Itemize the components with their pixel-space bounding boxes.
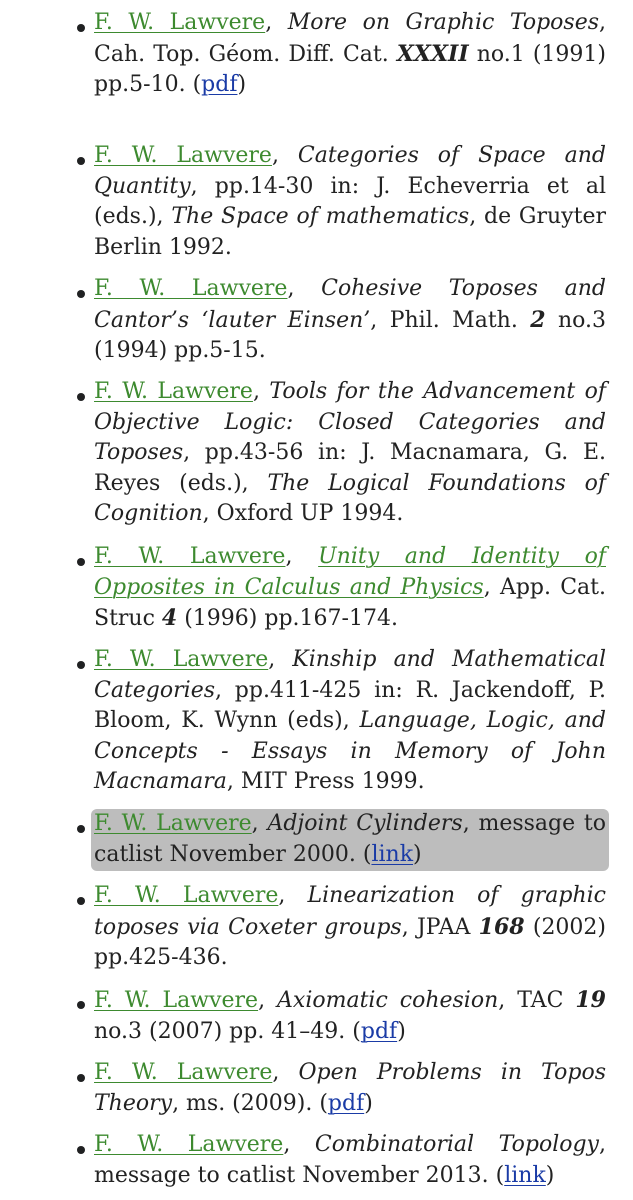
bullet bbox=[77, 825, 85, 833]
message-info: , message to catlist November 2013. ( bbox=[94, 1132, 606, 1188]
book-title: The Space of mathematics bbox=[171, 204, 470, 230]
bullet bbox=[77, 290, 85, 298]
separator: , bbox=[252, 379, 270, 404]
manuscript-info: , ms. (2009). ( bbox=[172, 1090, 328, 1116]
publisher-info: , MIT Press 1999. bbox=[226, 769, 425, 795]
issue-pages: (2002) pp.425-436. bbox=[94, 914, 607, 971]
author-link[interactable]: F. W. Lawvere bbox=[94, 811, 252, 836]
separator: , bbox=[265, 10, 288, 35]
journal-info: , App. Cat. Struc bbox=[94, 574, 606, 632]
bullet bbox=[77, 157, 85, 165]
reference-text bbox=[94, 1058, 606, 1119]
separator: , bbox=[268, 647, 293, 672]
author-link[interactable]: F. W. Lawvere bbox=[94, 647, 269, 672]
publisher-info: , de Gruyter Berlin 1992. bbox=[94, 204, 606, 260]
volume-number: XXXII bbox=[396, 40, 469, 67]
reference-text bbox=[94, 542, 606, 635]
author-link[interactable]: F. W. Lawvere bbox=[94, 988, 259, 1013]
reference-text bbox=[94, 377, 606, 530]
separator: , bbox=[258, 988, 278, 1013]
reference-title: Unity and Identity of Opposites in Calculus and Physics bbox=[94, 544, 606, 600]
message-info: , message to catlist November 2000. ( bbox=[94, 811, 606, 867]
issue-pages: no.1 (1991) pp.5-10. ( bbox=[94, 41, 606, 98]
author-link[interactable]: F. W. Lawvere bbox=[94, 10, 266, 35]
reference-text bbox=[94, 1130, 606, 1191]
separator: , bbox=[271, 143, 298, 168]
closing-paren: ) bbox=[545, 1162, 555, 1188]
reference-title: Cohesive Toposes and Cantor’s ‘lauter Einsen’ bbox=[94, 276, 606, 333]
bullet bbox=[77, 661, 85, 669]
author-link[interactable]: F. W. Lawvere bbox=[94, 1060, 273, 1085]
publication-info: , pp.411-425 in: R. Jackendoff, P. Bloom, K. Wynn (eds), bbox=[94, 677, 606, 734]
closing-paren: ) bbox=[364, 1090, 373, 1116]
volume-number: 168 bbox=[478, 913, 525, 940]
bullet bbox=[77, 558, 85, 566]
bullet bbox=[77, 1001, 85, 1009]
reference-title: More on Graphic Toposes bbox=[287, 10, 599, 35]
bullet bbox=[77, 393, 85, 401]
reference-text bbox=[94, 985, 606, 1047]
separator: , bbox=[283, 1132, 315, 1157]
reference-text bbox=[94, 881, 606, 974]
author-link[interactable]: F. W. Lawvere bbox=[94, 276, 288, 301]
closing-paren: ) bbox=[237, 72, 247, 98]
reference-text bbox=[94, 141, 606, 263]
message-link[interactable]: link bbox=[371, 841, 414, 867]
bullet bbox=[77, 1146, 85, 1154]
journal-info: , JPAA bbox=[401, 914, 479, 940]
author-link[interactable]: F. W. Lawvere bbox=[94, 544, 286, 569]
bullet bbox=[77, 24, 85, 32]
book-title: The Logical Foundations of Cognition bbox=[94, 470, 606, 527]
separator: , bbox=[251, 811, 268, 836]
reference-title: Adjoint Cylinders bbox=[267, 811, 463, 836]
journal-info: , Cah. Top. Géom. Diff. Cat. bbox=[94, 10, 606, 67]
publication-info: , pp.14-30 in: J. Echeverria et al (eds.), bbox=[94, 173, 606, 230]
bullet bbox=[77, 897, 85, 905]
pdf-link[interactable]: pdf bbox=[327, 1090, 365, 1116]
reference-title: Combinatorial Topology bbox=[314, 1132, 599, 1157]
journal-info: , Phil. Math. bbox=[370, 307, 531, 333]
reference-text bbox=[94, 8, 606, 101]
author-link[interactable]: F. W. Lawvere bbox=[94, 379, 253, 404]
issue-pages: no.3 (2007) pp. 41–49. ( bbox=[94, 1018, 361, 1044]
separator: , bbox=[287, 276, 322, 301]
journal-info: , TAC bbox=[498, 988, 576, 1013]
volume-number: 4 bbox=[161, 605, 178, 632]
reference-text bbox=[94, 274, 606, 367]
reference-title: Linearization of graphic toposes via Coxeter groups bbox=[94, 883, 606, 940]
publisher-info: , Oxford UP 1994. bbox=[202, 501, 404, 527]
author-link[interactable]: F. W. Lawvere bbox=[94, 143, 272, 168]
reference-title: Categories of Space and Quantity bbox=[94, 143, 606, 199]
volume-number: 2 bbox=[530, 306, 546, 333]
author-link[interactable]: F. W. Lawvere bbox=[94, 1132, 284, 1157]
pdf-link[interactable]: pdf bbox=[201, 72, 238, 98]
reference-text bbox=[94, 645, 606, 798]
author-link[interactable]: F. W. Lawvere bbox=[94, 883, 279, 908]
closing-paren: ) bbox=[397, 1018, 406, 1044]
publication-info: , pp.43-56 in: J. Macnamara, G. E. Reyes (eds.), bbox=[94, 440, 606, 496]
pdf-link[interactable]: pdf bbox=[360, 1018, 398, 1044]
reference-title: Open Problems in Topos Theory bbox=[94, 1060, 606, 1116]
issue-pages: (1996) pp.167-174. bbox=[177, 606, 398, 632]
separator: , bbox=[272, 1060, 299, 1085]
reference-title: Tools for the Advancement of Objective Logic: Closed Categories and Toposes bbox=[94, 379, 606, 466]
bullet bbox=[77, 1074, 85, 1082]
closing-paren: ) bbox=[413, 841, 422, 867]
book-title: Language, Logic, and Concepts - Essays in Memory of John Macnamara bbox=[94, 708, 606, 795]
volume-number: 19 bbox=[575, 987, 606, 1013]
reference-title: Kinship and Mathematical Categories bbox=[94, 647, 606, 703]
message-link[interactable]: link bbox=[504, 1162, 546, 1188]
issue-pages: no.3 (1994) pp.5-15. bbox=[94, 307, 607, 364]
reference-title: Axiomatic cohesion bbox=[277, 988, 499, 1013]
separator: , bbox=[285, 544, 319, 569]
separator: , bbox=[278, 883, 308, 908]
reference-text bbox=[94, 809, 606, 870]
